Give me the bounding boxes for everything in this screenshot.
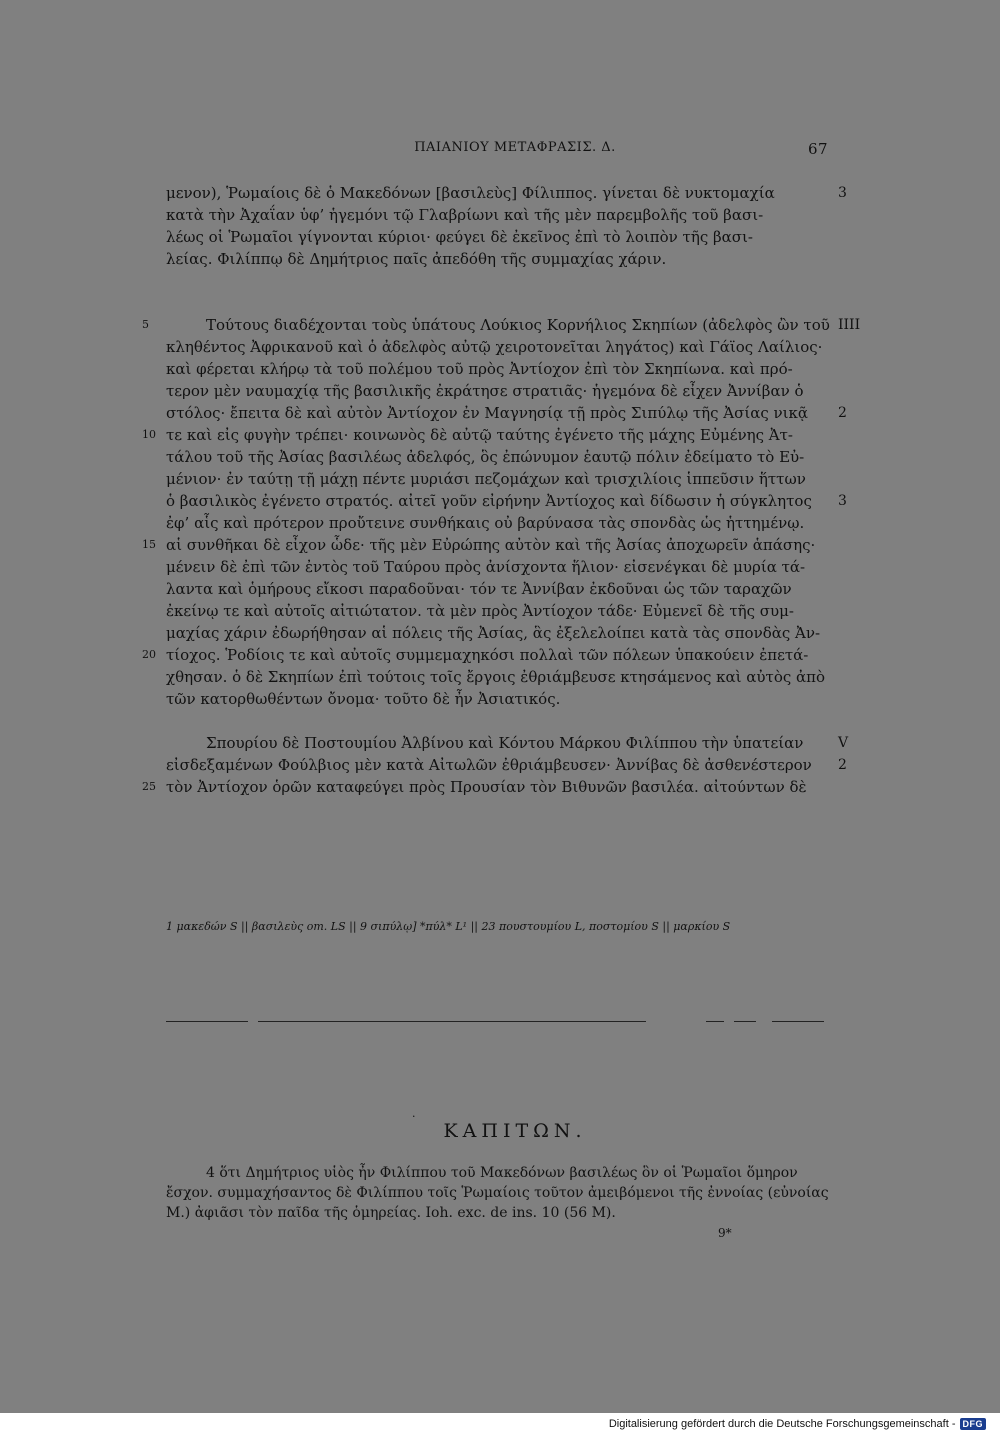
margin-note: 3 [838, 185, 847, 201]
line-text: μαχίας χάριν ἐδωρήθησαν αἱ πόλεις τῆς Ἀσίας, ἃς ἐξελελοίπει κατὰ τὰς σπονδὰς Ἀν- [166, 624, 821, 642]
kapiton-line: M.) ἀφιᾶσι τὸν παῖδα τῆς ὁμηρείας. Ioh. exc. de ins. 10 (56 M). [166, 1205, 616, 1221]
text-line [166, 226, 824, 248]
text-line [166, 622, 824, 644]
mark-dot: · [412, 1110, 416, 1123]
separator-rule [734, 1021, 756, 1022]
line-text: εἰσδεξαμένων Φούλβιος μὲν κατὰ Αἰτωλῶν ἐθριάμβευσεν· Ἀννίβας δὲ ἀσθενέστερον [166, 756, 812, 774]
line-text: ὁ βασιλικὸς ἐγένετο στρατός. αἰτεῖ γοῦν εἰρήνην Ἀντίοχος καὶ δίδωσιν ἡ σύγκλητος [166, 492, 812, 510]
text-line [166, 336, 824, 358]
text-line [166, 754, 847, 776]
line-text: μένειν δὲ ἐπὶ τῶν ἐντὸς τοῦ Ταύρου πρὸς ἀνίσχοντα ἥλιον· εἰσενέγκαι δὲ μυρία τά- [166, 558, 806, 576]
line-text: ἐφ’ αἷς καὶ πρότερον προὔτεινε συνθήκαις οὐ βαρύνασα τὰς σπονδὰς ὡς ἡττημένῳ. [166, 514, 805, 532]
margin-note: 2 [838, 757, 847, 773]
line-number: 15 [142, 538, 156, 551]
line-text: λείας. Φιλίππῳ δὲ Δημήτριος παῖς ἀπεδόθη τῆς συμμαχίας χάριν. [166, 250, 667, 268]
line-number: 20 [142, 648, 156, 661]
separator-rule [706, 1021, 724, 1022]
separator-rule [772, 1021, 824, 1022]
text-line [166, 578, 824, 600]
text-line [166, 600, 824, 622]
line-text: κατὰ τὴν Ἀχαΐαν ὑφ’ ἡγεμόνι τῷ Γλαβρίωνι καὶ τῆς μὲν παρεμβολῆς τοῦ βασι- [166, 206, 764, 224]
line-text: μενον), Ῥωμαίοις δὲ ὁ Μακεδόνων [βασιλεὺς] Φίλιππος. γίνεται δὲ νυκτομαχία [166, 184, 775, 202]
kapiton-line: 4 ὅτι Δημήτριος υἱὸς ἦν Φιλίππου τοῦ Μακεδόνων βασιλέως ὃν οἱ Ῥωμαῖοι ὅμηρον [206, 1165, 798, 1181]
line-text: χθησαν. ὁ δὲ Σκηπίων ἐπὶ τούτοις τοῖς ἔργοις ἐθριάμβευσε κτησάμενος καὶ αὐτὸς ἀπὸ [166, 668, 826, 686]
text-line [142, 776, 824, 798]
text-line [166, 732, 849, 754]
margin-note: 3 [838, 493, 847, 509]
signature-mark: 9* [718, 1226, 732, 1240]
line-text: τίοχος. Ῥοδίοις τε καὶ αὐτοῖς συμμεμαχηκόσι πολλαὶ τῶν πόλεων ὑπακούειν ἐπετά- [166, 646, 809, 664]
text-line [166, 468, 824, 490]
text-line [142, 424, 824, 446]
text-line [142, 314, 861, 336]
text-line [166, 556, 824, 578]
section-heading: ΚΑΠΙΤΩΝ. [443, 1120, 587, 1142]
digitization-credit [609, 1418, 986, 1430]
text-line [166, 512, 824, 534]
line-text: τῶν κατορθωθέντων ὄνομα· τοῦτο δὲ ἦν Ἀσιατικός. [166, 690, 561, 708]
text-line [166, 666, 824, 688]
margin-note: 2 [838, 405, 847, 421]
line-text: τάλου τοῦ τῆς Ἀσίας βασιλέως ἀδελφός, ὃς ἐπώνυμον ἑαυτῷ πόλιν ἐδείματο τὸ Εὐ- [166, 448, 805, 466]
text-line [142, 644, 824, 666]
main-text [142, 182, 861, 798]
line-number: 5 [142, 318, 149, 331]
line-text: ἐκείνῳ τε καὶ αὐτοῖς αἰτιώτατον. τὰ μὲν πρὸς Ἀντίοχον τάδε· Εὐμενεῖ δὲ τῆς συμ- [166, 602, 794, 620]
separator-rule [166, 1021, 248, 1022]
line-text: Σπουρίου δὲ Ποστουμίου Ἀλβίνου καὶ Κόντου Μάρκου Φιλίππου τὴν ὑπατείαν [206, 734, 804, 752]
line-text: τερον μὲν ναυμαχίᾳ τῆς βασιλικῆς ἐκράτησε στρατιᾶς· ἡγεμόνα δὲ εἶχεν Ἀννίβαν ὁ [166, 382, 804, 400]
line-text: λαντα καὶ ὁμήρους εἴκοσι παραδοῦναι· τόν τε Ἀννίβαν ἐκδοῦναι ὡς τῶν ταραχῶν [166, 580, 792, 598]
text-line [166, 248, 824, 270]
separator-rule [258, 1021, 646, 1022]
line-text: κληθέντος Ἀφρικανοῦ καὶ ὁ ἀδελφὸς αὐτῷ χειροτονεῖται ληγάτος) καὶ Γάϊος Λαίλιος· [166, 338, 823, 356]
text-line [166, 292, 824, 314]
running-title: ΠΑΙΑΝΙΟΥ ΜΕΤΑΦΡΑΣΙΣ. Δ. [414, 140, 616, 155]
line-number: 25 [142, 780, 156, 793]
text-line [166, 490, 847, 512]
line-text: αἱ συνθῆκαι δὲ εἶχον ὧδε· τῆς μὲν Εὐρώπης αὐτὸν καὶ τῆς Ἀσίας ἀποχωρεῖν ἁπάσης· [166, 536, 816, 554]
dfg-logo: DFG [960, 1418, 987, 1430]
text-line [166, 358, 824, 380]
text-line [166, 446, 824, 468]
text-line [166, 204, 824, 226]
credit-text: Digitalisierung gefördert durch die Deutsche Forschungsgemeinschaft - [608, 1418, 956, 1430]
text-line [142, 534, 824, 556]
text-line [166, 380, 824, 402]
margin-note: IIII [838, 317, 861, 333]
text-line [166, 710, 824, 732]
page-number: 67 [808, 140, 829, 158]
line-text: μένιον· ἐν ταύτῃ τῇ μάχῃ πέντε μυριάσι πεζομάχων καὶ τρισχιλίοις ἱππεῦσιν ἥττων [166, 470, 806, 488]
line-text: στόλος· ἔπειτα δὲ καὶ αὐτὸν Ἀντίοχον ἐν Μαγνησίᾳ τῇ πρὸς Σιπύλῳ τῆς Ἀσίας νικᾷ [166, 404, 809, 422]
line-text: Τούτους διαδέχονται τοὺς ὑπάτους Λούκιος Κορνήλιος Σκηπίων (ἀδελφὸς ὢν τοῦ [206, 316, 830, 334]
line-text: τε καὶ εἰς φυγὴν τρέπει· κοινωνὸς δὲ αὐτῷ ταύτης ἐγένετο τῆς μάχης Εὐμένης Ἀτ- [166, 426, 793, 444]
text-line [166, 688, 824, 710]
margin-note: V [838, 735, 849, 751]
line-text: τὸν Ἀντίοχον ὁρῶν καταφεύγει πρὸς Προυσίαν τὸν Βιθυνῶν βασιλέα. αἰτούντων δὲ [166, 778, 807, 796]
line-text: καὶ φέρεται κλήρῳ τὰ τοῦ πολέμου τοῦ πρὸς Ἀντίοχον ἐπὶ τὸν Σκηπίωνα. καὶ πρό- [166, 360, 793, 378]
critical-apparatus: 1 μακεδών S || βασιλεὺς om. LS || 9 σιπύλῳ] *πύλ* L¹ || 23 πουστουμίου L, ποστομίου S || μαρκίου S [166, 920, 731, 933]
text-line [166, 182, 847, 204]
kapiton-text [166, 1163, 829, 1223]
text-line [166, 402, 847, 424]
kapiton-line: ἔσχον. συμμαχήσαντος δὲ Φιλίππου τοῖς Ῥωμαίοις τοῦτον ἀμειβόμενοι τῆς ἐννοίας (εὐνοίας [166, 1185, 829, 1201]
line-text: λέως οἱ Ῥωμαῖοι γίγνονται κύριοι· φεύγει δὲ ἐκεῖνος ἐπὶ τὸ λοιπὸν τῆς βασι- [166, 228, 753, 246]
text-line [166, 270, 824, 292]
line-number: 10 [142, 428, 156, 441]
